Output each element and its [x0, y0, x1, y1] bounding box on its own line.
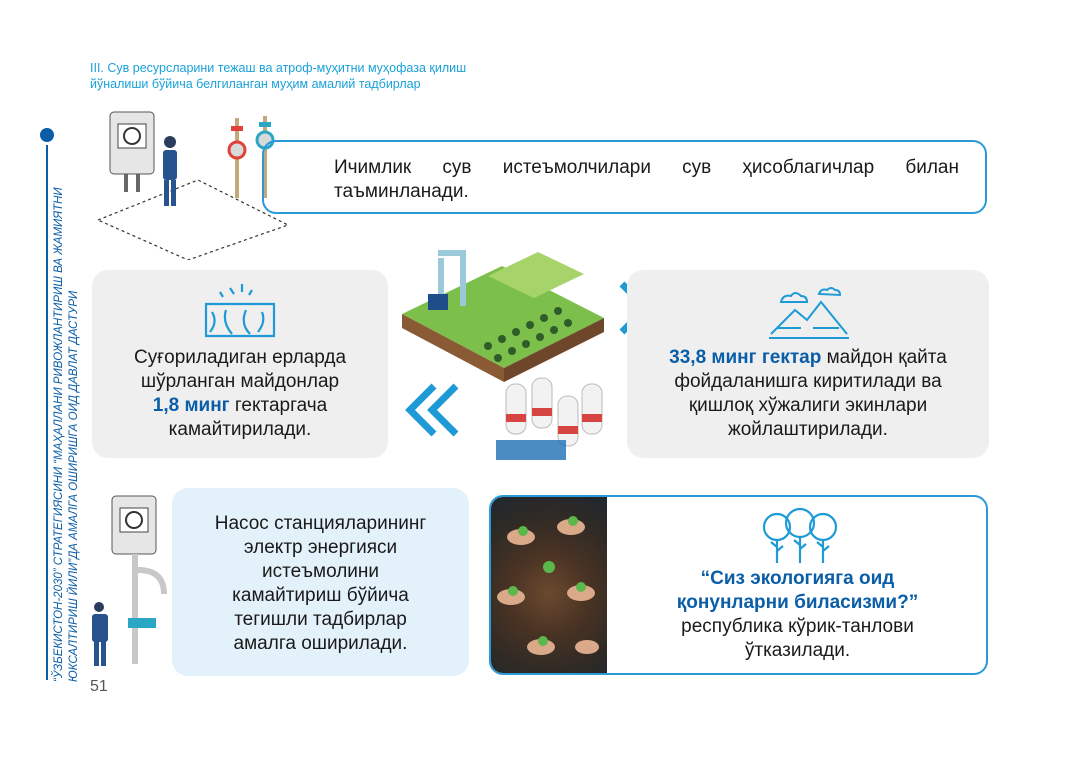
mountain-clouds-icon [767, 284, 851, 342]
card-eco-contest-text [607, 567, 988, 663]
seedlings-photo-art [491, 497, 607, 673]
section-header-line2: йўналиши бўйича белгиланган муҳим амалий тадбирлар [90, 77, 421, 91]
page-number: 51 [90, 678, 108, 695]
section-header-line1: III. Сув ресурсларини тежаш ва атроф-муҳитни муҳофаза қилиш [90, 61, 467, 75]
card-saline-land-text [92, 346, 388, 442]
card-pump-energy-line6: амалга оширилади. [233, 633, 408, 654]
cracked-soil-icon [202, 282, 278, 344]
card-land-reuse-text [627, 346, 989, 442]
card-pump-energy-line2: электр энергияси [243, 537, 398, 558]
section-header [90, 60, 466, 92]
side-title [52, 142, 82, 682]
card-saline-land-line4: камайтирилади. [168, 419, 312, 440]
irrigated-farm-illustration [398, 236, 610, 476]
card-pump-energy-text [172, 512, 469, 656]
card-pump-energy-line3: истеъмолини [261, 561, 380, 582]
card-pump-energy-line5: тегишли тадбирлар [234, 609, 407, 630]
card-eco-contest-line3: республика кўрик-танлови [681, 616, 914, 637]
side-dot [40, 128, 54, 142]
side-title-line1: “ЎЗБЕКИСТОН-2030” СТРАТЕГИЯСИНИ “МАҲАЛЛАНИ РИВОЖЛАНТИРИШ ВА ЖАМИЯТНИ [53, 187, 65, 682]
trees-icon [759, 507, 841, 565]
card-water-meters-text: Ичимлик сув истеъмолчилари сув ҳисоблагичлар билан таъминланади. [334, 157, 959, 202]
card-land-reuse-line3: қишлоқ хўжалиги экинлари [688, 395, 928, 416]
side-title-line2: ЮКСАЛТИРИШ ЙИЛИ”ДА АМАЛГА ОШИРИШГА ОИД ДАВЛАТ ДАСТУРИ [68, 290, 80, 682]
hands-with-seedlings-photo [491, 497, 607, 673]
card-pump-energy-line4: камайтириш бўйича [232, 585, 409, 606]
saline-land-value: 1,8 минг [152, 395, 230, 416]
card-eco-contest-line4: ўтказилади. [744, 640, 851, 661]
card-land-reuse-line4: жойлаштирилади. [728, 419, 888, 440]
side-line [46, 145, 48, 680]
land-reuse-value: 33,8 минг гектар [669, 347, 822, 368]
card-saline-land-line1: Суғориладиган ерларда [133, 347, 347, 368]
card-saline-land-line3 [92, 394, 388, 418]
saline-land-unit: гектаргача [229, 395, 328, 416]
card-land-reuse-line1 [627, 346, 989, 370]
land-reuse-rest: майдон қайта [821, 347, 947, 368]
contest-title-line2: қонунларни биласизми?” [676, 592, 919, 613]
card-eco-contest [489, 495, 988, 675]
card-water-meters [262, 140, 987, 214]
card-saline-land-line2: шўрланган майдонлар [140, 371, 340, 392]
card-land-reuse [627, 270, 989, 458]
pump-station-worker-illustration [88, 490, 184, 676]
card-pump-energy [172, 488, 469, 676]
card-saline-land [92, 270, 388, 458]
card-pump-energy-line1: Насос станцияларининг [214, 513, 427, 534]
card-land-reuse-line2: фойдаланишга киритилади ва [674, 371, 942, 392]
contest-title-line1: “Сиз экологияга оид [700, 568, 895, 589]
